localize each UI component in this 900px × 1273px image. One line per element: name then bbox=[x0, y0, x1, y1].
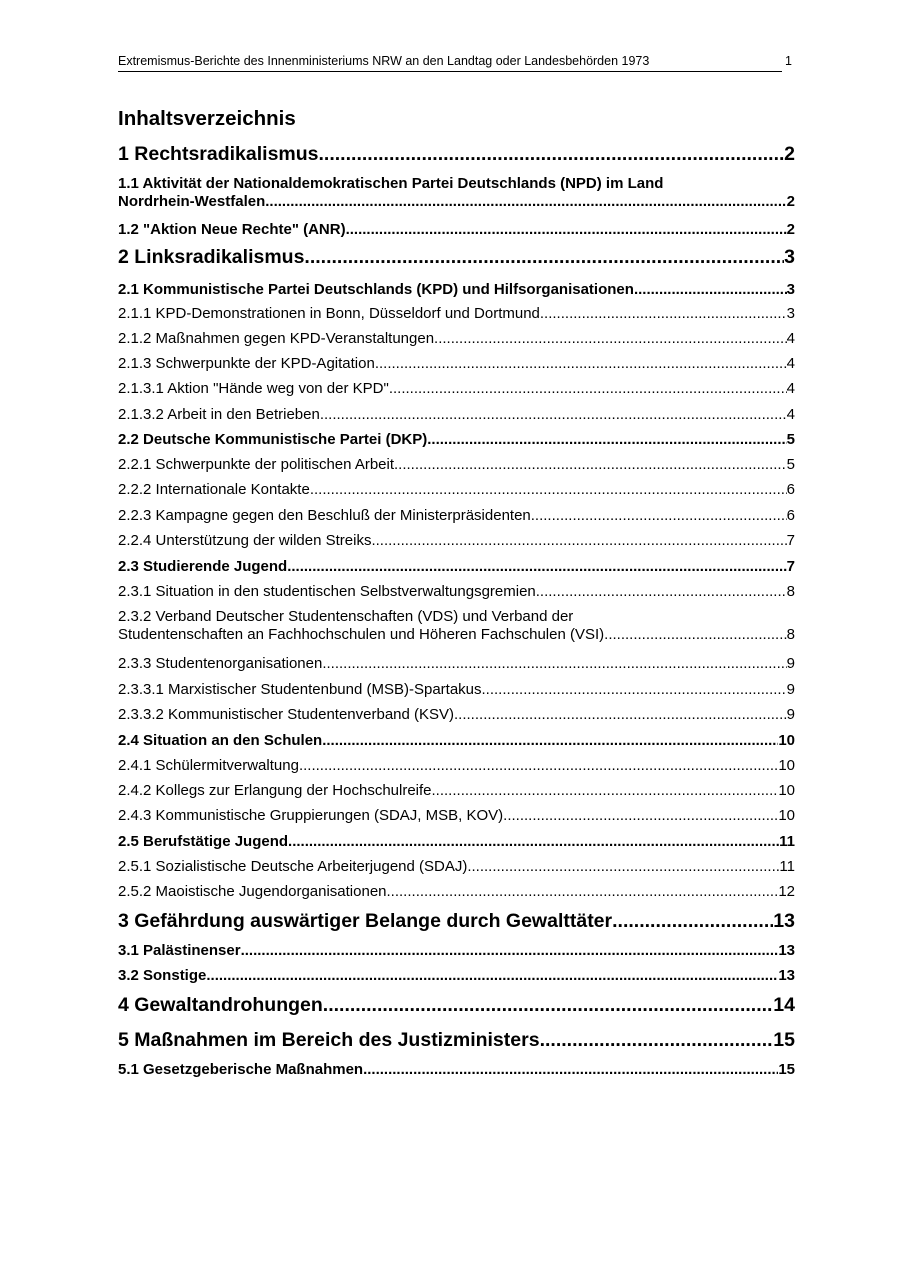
toc-page-number: 13 bbox=[773, 910, 795, 932]
toc-page-number: 10 bbox=[778, 807, 795, 824]
toc-page-number: 11 bbox=[779, 858, 795, 875]
toc-entry-label: 4 Gewaltandrohungen bbox=[118, 994, 323, 1016]
toc-entry-label: 3.2 Sonstige bbox=[118, 967, 207, 984]
toc-page-number: 3 bbox=[784, 246, 795, 268]
toc-entry[interactable] bbox=[118, 732, 795, 750]
toc-dot-leader bbox=[322, 732, 778, 750]
toc-page-number: 8 bbox=[786, 626, 795, 643]
toc-entry[interactable] bbox=[118, 807, 795, 825]
toc-entry[interactable] bbox=[118, 380, 795, 398]
toc-entry-label: 1 Rechtsradikalismus bbox=[118, 143, 319, 165]
toc-entry-label: 2.2.4 Unterstützung der wilden Streiks bbox=[118, 532, 372, 549]
toc-dot-leader bbox=[323, 993, 774, 1017]
toc-entry[interactable] bbox=[118, 355, 795, 373]
toc-page-number: 2 bbox=[786, 193, 795, 210]
toc-page-number: 2 bbox=[784, 143, 795, 165]
toc-entry-label: 1.1 Aktivität der Nationaldemokratischen Partei Deutschlands (NPD) im Land bbox=[118, 175, 664, 192]
toc-dot-leader bbox=[387, 883, 779, 901]
toc-dot-leader bbox=[389, 380, 787, 398]
toc-entry[interactable] bbox=[118, 431, 795, 449]
toc-entry-label: 2.4.1 Schülermitverwaltung bbox=[118, 757, 299, 774]
toc-entry[interactable] bbox=[118, 967, 795, 985]
toc-page-number: 13 bbox=[778, 942, 795, 959]
toc-dot-leader bbox=[434, 330, 787, 348]
toc-dot-leader bbox=[299, 757, 778, 775]
toc-dot-leader bbox=[531, 507, 787, 525]
toc-entry[interactable] bbox=[118, 706, 795, 724]
toc-entry-label: 2.3.1 Situation in den studentischen Selbstverwaltungsgremien bbox=[118, 583, 536, 600]
toc-dot-leader bbox=[241, 942, 779, 960]
toc-entry-label: 2.4 Situation an den Schulen bbox=[118, 732, 323, 749]
toc-page-number: 6 bbox=[786, 507, 795, 524]
toc-dot-leader bbox=[634, 281, 787, 299]
toc-entry-label: 2.1 Kommunistische Partei Deutschlands (KPD) und Hilfsorganisationen bbox=[118, 281, 634, 298]
toc-entry[interactable] bbox=[118, 221, 795, 239]
running-header-title: Extremismus-Berichte des Innenministeriums NRW an den Landtag oder Landesbehörden 1973 bbox=[118, 54, 650, 68]
toc-entry[interactable] bbox=[118, 330, 795, 348]
toc-page-number: 6 bbox=[786, 481, 795, 498]
toc-dot-leader bbox=[394, 456, 787, 474]
toc-page-number: 4 bbox=[786, 355, 795, 372]
toc-page-number: 7 bbox=[786, 532, 795, 549]
toc-page-number: 10 bbox=[778, 732, 795, 749]
toc-entry-label: 2.2.2 Internationale Kontakte bbox=[118, 481, 310, 498]
toc-entry-label: 2.3.3 Studentenorganisationen bbox=[118, 655, 323, 672]
toc-entry[interactable] bbox=[118, 909, 795, 933]
toc-dot-leader bbox=[432, 782, 779, 800]
page-header bbox=[118, 54, 792, 72]
toc-dot-leader bbox=[467, 858, 779, 876]
toc-page-number: 9 bbox=[786, 655, 795, 672]
toc-dot-leader bbox=[287, 558, 786, 576]
toc-dot-leader bbox=[604, 626, 787, 644]
toc-page-number: 4 bbox=[786, 330, 795, 347]
toc-entry-label: 2 Linksradikalismus bbox=[118, 246, 305, 268]
toc-entry-label: 2.1.3.2 Arbeit in den Betrieben bbox=[118, 406, 320, 423]
toc-entry-label: 2.4.2 Kollegs zur Erlangung der Hochschulreife bbox=[118, 782, 432, 799]
toc-entry[interactable] bbox=[118, 993, 795, 1017]
toc-dot-leader bbox=[310, 481, 787, 499]
toc-entry-label: 2.3 Studierende Jugend bbox=[118, 558, 288, 575]
toc-entry[interactable] bbox=[118, 507, 795, 525]
toc-entry[interactable] bbox=[118, 655, 795, 673]
toc-entry-label: 2.4.3 Kommunistische Gruppierungen (SDAJ, MSB, KOV) bbox=[118, 807, 504, 824]
toc-entry-label: 2.1.2 Maßnahmen gegen KPD-Veranstaltungen bbox=[118, 330, 435, 347]
toc-entry-label: 5.1 Gesetzgeberische Maßnahmen bbox=[118, 1061, 364, 1078]
toc-dot-leader bbox=[454, 706, 787, 724]
toc-entry-label: 2.3.2 Verband Deutscher Studentenschaften (VDS) und Verband der bbox=[118, 608, 574, 625]
toc-dot-leader bbox=[540, 305, 787, 323]
toc-page-number: 9 bbox=[786, 681, 795, 698]
toc-dot-leader bbox=[375, 355, 787, 373]
toc-page-number: 12 bbox=[778, 883, 795, 900]
toc-entry-label: 2.3.3.2 Kommunistischer Studentenverband (KSV) bbox=[118, 706, 455, 723]
toc-entry-label: 3 Gefährdung auswärtiger Belange durch Gewalttäter bbox=[118, 910, 613, 932]
toc-entry[interactable] bbox=[118, 1061, 795, 1079]
page-number: 1 bbox=[785, 54, 792, 68]
toc-entry-label: 2.1.1 KPD-Demonstrationen in Bonn, Düsseldorf und Dortmund bbox=[118, 305, 540, 322]
toc-page-number: 7 bbox=[786, 558, 795, 575]
toc-entry[interactable] bbox=[118, 942, 795, 960]
toc-dot-leader bbox=[612, 909, 773, 933]
toc-entry[interactable] bbox=[118, 558, 795, 576]
toc-entry[interactable] bbox=[118, 175, 795, 211]
toc-entry-label: 2.5.1 Sozialistische Deutsche Arbeiterjugend (SDAJ) bbox=[118, 858, 468, 875]
toc-dot-leader bbox=[322, 655, 786, 673]
toc-dot-leader bbox=[288, 833, 779, 851]
toc-entry-second-line bbox=[118, 193, 795, 211]
toc-entry[interactable] bbox=[118, 681, 795, 699]
toc-entry[interactable] bbox=[118, 1028, 795, 1052]
toc-entry[interactable] bbox=[118, 608, 795, 644]
header-rule bbox=[118, 71, 782, 72]
toc-entry-label-continued: Nordrhein-Westfalen bbox=[118, 193, 266, 210]
toc-entry[interactable] bbox=[118, 481, 795, 499]
toc-page-number: 10 bbox=[778, 757, 795, 774]
toc-dot-leader bbox=[346, 221, 787, 239]
toc-page-number: 4 bbox=[786, 406, 795, 423]
toc-page-number: 5 bbox=[786, 431, 795, 448]
toc-entry-label: 2.3.3.1 Marxistischer Studentenbund (MSB)-Spartakus bbox=[118, 681, 482, 698]
toc-entry[interactable] bbox=[118, 456, 795, 474]
toc-entry[interactable] bbox=[118, 532, 795, 550]
toc-entry[interactable] bbox=[118, 858, 795, 876]
toc-dot-leader bbox=[540, 1028, 774, 1052]
toc-entry-label-continued: Studentenschaften an Fachhochschulen und Höheren Fachschulen (VSI) bbox=[118, 626, 605, 643]
toc-entry[interactable] bbox=[118, 583, 795, 601]
toc-entry-label: 2.5 Berufstätige Jugend bbox=[118, 833, 289, 850]
toc-page-number: 3 bbox=[786, 305, 795, 322]
toc-entry-label: 2.5.2 Maoistische Jugendorganisationen bbox=[118, 883, 387, 900]
toc-entry-label: 2.2 Deutsche Kommunistische Partei (DKP) bbox=[118, 431, 428, 448]
toc-page-number: 3 bbox=[786, 281, 795, 298]
toc-page-number: 4 bbox=[786, 380, 795, 397]
toc-entry[interactable] bbox=[118, 406, 795, 424]
toc-dot-leader bbox=[427, 431, 786, 449]
toc-page-number: 11 bbox=[779, 833, 795, 850]
toc-entry[interactable] bbox=[118, 757, 795, 775]
toc-page-number: 13 bbox=[778, 967, 795, 984]
toc-entry-label: 2.1.3 Schwerpunkte der KPD-Agitation bbox=[118, 355, 375, 372]
toc-dot-leader bbox=[304, 245, 784, 269]
toc-page-number: 15 bbox=[778, 1061, 795, 1078]
toc-entry-second-line bbox=[118, 626, 795, 644]
toc-page-number: 2 bbox=[786, 221, 795, 238]
toc-dot-leader bbox=[265, 193, 786, 211]
toc-entry[interactable] bbox=[118, 281, 795, 299]
toc-title: Inhaltsverzeichnis bbox=[118, 107, 296, 130]
toc-entry[interactable] bbox=[118, 245, 795, 269]
toc-entry[interactable] bbox=[118, 782, 795, 800]
toc-page-number: 5 bbox=[786, 456, 795, 473]
toc-page-number: 8 bbox=[786, 583, 795, 600]
toc-entry-label: 5 Maßnahmen im Bereich des Justizministers bbox=[118, 1029, 540, 1051]
toc-page-number: 10 bbox=[778, 782, 795, 799]
toc-entry-label: 2.1.3.1 Aktion "Hände weg von der KPD" bbox=[118, 380, 389, 397]
toc-entry[interactable] bbox=[118, 833, 795, 851]
toc-entry-label: 1.2 "Aktion Neue Rechte" (ANR) bbox=[118, 221, 346, 238]
toc-entry-label: 2.2.3 Kampagne gegen den Beschluß der Ministerpräsidenten bbox=[118, 507, 531, 524]
toc-page-number: 14 bbox=[773, 994, 795, 1016]
toc-dot-leader bbox=[363, 1061, 778, 1079]
toc-dot-leader bbox=[319, 142, 785, 166]
toc-entry[interactable] bbox=[118, 305, 795, 323]
toc-dot-leader bbox=[206, 967, 778, 985]
toc-dot-leader bbox=[371, 532, 786, 550]
toc-entry[interactable] bbox=[118, 883, 795, 901]
toc-dot-leader bbox=[482, 681, 787, 699]
toc-dot-leader bbox=[536, 583, 787, 601]
toc-entry-label: 2.2.1 Schwerpunkte der politischen Arbeit bbox=[118, 456, 394, 473]
toc-page-number: 15 bbox=[773, 1029, 795, 1051]
toc-entry[interactable] bbox=[118, 142, 795, 166]
toc-dot-leader bbox=[503, 807, 778, 825]
toc-dot-leader bbox=[320, 406, 787, 424]
toc-page-number: 9 bbox=[786, 706, 795, 723]
toc-entry-label: 3.1 Palästinenser bbox=[118, 942, 241, 959]
